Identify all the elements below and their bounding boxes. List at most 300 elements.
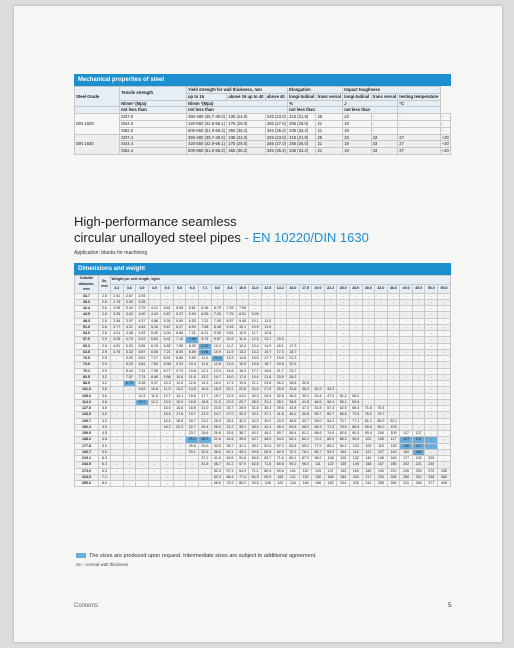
weight-cell: 5.03 bbox=[123, 343, 136, 349]
weight-cell: - bbox=[375, 343, 388, 349]
weight-cell: 20.1 bbox=[224, 387, 237, 393]
weight-cell: 6.44 bbox=[123, 368, 136, 374]
weight-cell: - bbox=[375, 374, 388, 380]
thickness-header: 4.5 bbox=[148, 284, 161, 293]
mech-unit-j: J bbox=[343, 100, 398, 107]
weight-cell: - bbox=[375, 331, 388, 337]
mech-hdr-impact-trans: trans versal bbox=[372, 93, 397, 99]
weight-cell: 4.01 bbox=[111, 331, 124, 337]
mech-cell: - bbox=[371, 120, 398, 127]
weight-cell: 10.3 bbox=[136, 393, 149, 399]
weight-cell: - bbox=[148, 412, 161, 418]
weight-cell: 45.6 bbox=[224, 456, 237, 462]
mech-hdr-steel-grade: Steel Grade bbox=[75, 87, 120, 107]
weight-cell: 21.6 bbox=[261, 374, 274, 380]
outside-diameter: 244.5 bbox=[75, 462, 99, 468]
weight-cell: 7.27 bbox=[148, 356, 161, 362]
weight-cell: 47.3 bbox=[299, 406, 312, 412]
weight-cell: 50.4 bbox=[324, 399, 337, 405]
weight-cell: 4.37 bbox=[136, 318, 149, 324]
weight-cell: 5.49 bbox=[148, 331, 161, 337]
weight-cell: - bbox=[161, 456, 174, 462]
weight-cell: 16.8 bbox=[249, 362, 262, 368]
weight-cell: 56.4 bbox=[287, 431, 300, 437]
weight-cell: 16.6 bbox=[161, 418, 174, 424]
weight-cell: 18.5 bbox=[211, 387, 224, 393]
thickness-header: 12.5 bbox=[261, 284, 274, 293]
weight-cell: - bbox=[387, 412, 400, 418]
weight-cell: 90.2 bbox=[287, 462, 300, 468]
weight-cell: 230 bbox=[400, 468, 413, 474]
weight-cell: 62.9 bbox=[337, 406, 350, 412]
weight-cell: - bbox=[261, 306, 274, 312]
weight-cell: 27.0 bbox=[224, 412, 237, 418]
weight-cell: 6.55 bbox=[148, 349, 161, 355]
weight-cell: 103 bbox=[387, 424, 400, 430]
weight-cell: - bbox=[123, 393, 136, 399]
weight-cell: 120 bbox=[274, 481, 287, 487]
weight-cell: - bbox=[186, 481, 199, 487]
weight-cell: 114 bbox=[349, 449, 362, 455]
weight-cell: 8.48 bbox=[211, 324, 224, 330]
weight-cell: - bbox=[425, 387, 438, 393]
weight-cell: 8.01 bbox=[161, 356, 174, 362]
weight-cell: 51.6 bbox=[236, 456, 249, 462]
mech-row bbox=[75, 127, 451, 134]
weight-cell: - bbox=[362, 337, 375, 343]
mech-cell: 335 (34.2) bbox=[288, 148, 316, 155]
weight-cell: 408 bbox=[438, 481, 451, 487]
weight-cell: 5.08 bbox=[173, 306, 186, 312]
weight-cell: 4.74 bbox=[123, 337, 136, 343]
thickness-header: 11.0 bbox=[249, 284, 262, 293]
weight-cell: 125 bbox=[312, 468, 325, 474]
weight-cell: 6.18 bbox=[199, 306, 212, 312]
weight-cell: - bbox=[236, 299, 249, 305]
weight-cell: 6.94 bbox=[186, 324, 199, 330]
wall-thickness: 4.0 bbox=[99, 406, 111, 412]
weight-cell: 15.8 bbox=[186, 393, 199, 399]
mech-unit-degc: °C bbox=[398, 100, 440, 107]
weight-cell: 43.8 bbox=[287, 406, 300, 412]
weight-cell: 3.44 bbox=[123, 306, 136, 312]
weight-cell: 71.6 bbox=[261, 462, 274, 468]
page-number: 5 bbox=[448, 602, 452, 609]
outside-diameter: 355.6 bbox=[75, 481, 99, 487]
weight-cell: - bbox=[136, 418, 149, 424]
weight-cell: - bbox=[412, 356, 425, 362]
weight-cell: - bbox=[438, 424, 451, 430]
weight-cell: 13.2 bbox=[236, 349, 249, 355]
weight-cell: 2.67 bbox=[123, 293, 136, 299]
weight-cell: 5.94 bbox=[186, 312, 199, 318]
weight-cell: 90.6 bbox=[362, 424, 375, 430]
weight-cell: 41.6 bbox=[211, 456, 224, 462]
weight-cell: - bbox=[299, 374, 312, 380]
weight-cell: 365 bbox=[438, 474, 451, 480]
weight-cell: 5.37 bbox=[173, 312, 186, 318]
weight-cell: 104 bbox=[337, 449, 350, 455]
weight-cell: 25.7 bbox=[224, 406, 237, 412]
mech-hdr-up16: up to 16 bbox=[187, 93, 227, 100]
mech-cell: 215 (21.9) bbox=[288, 134, 316, 141]
weight-cell: - bbox=[111, 437, 124, 443]
weight-cell: - bbox=[438, 431, 451, 437]
weight-cell: - bbox=[148, 424, 161, 430]
weight-cell: 21.0 bbox=[211, 399, 224, 405]
weight-cell: - bbox=[261, 293, 274, 299]
weight-cell: 9.32 bbox=[199, 343, 212, 349]
mech-notless-elong: not less than bbox=[288, 107, 343, 114]
weight-cell: 71.1 bbox=[249, 468, 262, 474]
weight-cell: - bbox=[425, 393, 438, 399]
weight-cell: - bbox=[148, 418, 161, 424]
weight-cell: 9.08 bbox=[211, 331, 224, 337]
weight-cell: - bbox=[387, 362, 400, 368]
weight-cell: - bbox=[299, 343, 312, 349]
weight-cell: - bbox=[337, 331, 350, 337]
weight-cell: 4.87 bbox=[161, 312, 174, 318]
thickness-header: 16.0 bbox=[287, 284, 300, 293]
outside-diameter: 114.3 bbox=[75, 399, 99, 405]
weight-cell: - bbox=[400, 362, 413, 368]
weight-cell: 16.1 bbox=[274, 343, 287, 349]
weight-cell: 166 bbox=[312, 481, 325, 487]
weight-cell: - bbox=[412, 343, 425, 349]
weight-cell: 41.4 bbox=[236, 443, 249, 449]
weight-cell: 377 bbox=[425, 481, 438, 487]
footer-contents-link[interactable]: Contents bbox=[74, 603, 99, 609]
weight-cell: - bbox=[438, 306, 451, 312]
outside-diameter: 82.5 bbox=[75, 374, 99, 380]
weight-cell: 23.2 bbox=[199, 418, 212, 424]
weight-cell: - bbox=[111, 468, 124, 474]
weight-cell: - bbox=[349, 374, 362, 380]
weight-cell: - bbox=[312, 343, 325, 349]
weight-cell: 71.8 bbox=[274, 456, 287, 462]
weight-cell: - bbox=[375, 293, 388, 299]
weight-cell: 77.1 bbox=[349, 418, 362, 424]
weight-cell: 11.0 bbox=[261, 318, 274, 324]
weight-cell: - bbox=[362, 306, 375, 312]
weight-cell: 38.8 bbox=[287, 399, 300, 405]
weight-cell: 147 bbox=[412, 443, 425, 449]
weight-cell: - bbox=[123, 437, 136, 443]
weight-cell: - bbox=[438, 381, 451, 387]
weight-cell: - bbox=[375, 356, 388, 362]
weight-cell: - bbox=[173, 431, 186, 437]
weight-cell: 12.4 bbox=[236, 343, 249, 349]
weight-cell: 14.8 bbox=[236, 356, 249, 362]
mech-hdr-testing: testing temperature bbox=[399, 93, 439, 99]
thickness-header: 20.0 bbox=[312, 284, 325, 293]
weight-cell: - bbox=[337, 293, 350, 299]
mech-notless-impact: not less than bbox=[343, 107, 398, 114]
weight-cell: 55.1 bbox=[337, 399, 350, 405]
weight-cell: - bbox=[337, 362, 350, 368]
wall-thickness: 2.6 bbox=[99, 318, 111, 324]
weight-cell: - bbox=[412, 312, 425, 318]
weight-cell: - bbox=[148, 443, 161, 449]
weight-cell: - bbox=[387, 406, 400, 412]
weight-cell: - bbox=[438, 312, 451, 318]
thickness-header: 10.0 bbox=[236, 284, 249, 293]
weight-cell: 37.1 bbox=[261, 412, 274, 418]
weight-cell: - bbox=[299, 324, 312, 330]
weight-cell: - bbox=[312, 337, 325, 343]
mech-cell: 355 (36.2) bbox=[227, 148, 265, 155]
weight-cell: - bbox=[287, 337, 300, 343]
mech-cell: 43 bbox=[371, 134, 398, 141]
weight-cell: 71.3 bbox=[324, 424, 337, 430]
weight-cell: 14.8 bbox=[186, 387, 199, 393]
weight-cell: - bbox=[425, 381, 438, 387]
wall-thickness: 3.2 bbox=[99, 381, 111, 387]
weight-cell: - bbox=[337, 343, 350, 349]
weight-cell: 40.2 bbox=[312, 387, 325, 393]
weight-cell: 126 bbox=[387, 443, 400, 449]
weight-cell: 180 bbox=[362, 468, 375, 474]
thickness-header: 6.3 bbox=[186, 284, 199, 293]
weight-cell: 9.74 bbox=[173, 368, 186, 374]
weight-cell: 16.8 bbox=[173, 406, 186, 412]
mech-standard: DIN 1629 bbox=[75, 114, 120, 134]
weight-cell: 14.3 bbox=[199, 381, 212, 387]
weight-cell: - bbox=[123, 431, 136, 437]
mech-cell: 27 bbox=[398, 134, 440, 141]
weight-cell: 80.3 bbox=[261, 468, 274, 474]
weight-cell: - bbox=[400, 331, 413, 337]
weight-cell: - bbox=[438, 374, 451, 380]
weight-cell: 230 bbox=[375, 474, 388, 480]
weight-cell: 19.5 bbox=[236, 381, 249, 387]
weight-cell: 24.7 bbox=[211, 412, 224, 418]
weight-cell: 32.6 bbox=[224, 431, 237, 437]
weight-cell: - bbox=[412, 374, 425, 380]
weight-cell: 33.8 bbox=[287, 387, 300, 393]
weight-cell: 27.5 bbox=[261, 387, 274, 393]
weight-cell: 85.2 bbox=[236, 481, 249, 487]
outside-diameter: 38.0 bbox=[75, 299, 99, 305]
weight-cell: 345 bbox=[412, 481, 425, 487]
weight-cell: 69.2 bbox=[299, 443, 312, 449]
wall-thickness: 2.9 bbox=[99, 343, 111, 349]
weight-cell: - bbox=[425, 368, 438, 374]
weight-cell: - bbox=[299, 356, 312, 362]
weight-cell: - bbox=[312, 362, 325, 368]
weight-cell: 5.55 bbox=[136, 343, 149, 349]
weight-cell: - bbox=[136, 412, 149, 418]
title-separator: - bbox=[240, 230, 253, 245]
weight-cell: 122 bbox=[324, 462, 337, 468]
weight-cell: 10.9 bbox=[236, 331, 249, 337]
weight-cell: 137 bbox=[412, 437, 425, 443]
weight-cell: - bbox=[287, 299, 300, 305]
weight-cell: - bbox=[161, 474, 174, 480]
weight-cell: - bbox=[425, 343, 438, 349]
weight-cell: - bbox=[299, 306, 312, 312]
weight-cell: 153 bbox=[337, 468, 350, 474]
mech-hdr-impact: Impact toughness bbox=[343, 87, 441, 94]
page-title-line2 bbox=[74, 230, 369, 245]
weight-cell: - bbox=[337, 374, 350, 380]
weight-cell: - bbox=[362, 299, 375, 305]
weight-cell: - bbox=[362, 312, 375, 318]
weight-cell: - bbox=[425, 356, 438, 362]
weight-cell: 6.04 bbox=[161, 331, 174, 337]
weight-cell: 45.3 bbox=[236, 449, 249, 455]
mech-band-title: Mechanical properties of steel bbox=[74, 74, 451, 86]
weight-cell: - bbox=[111, 474, 124, 480]
weight-cell: - bbox=[425, 306, 438, 312]
weight-cell: - bbox=[173, 474, 186, 480]
weight-cell: 6.41 bbox=[161, 337, 174, 343]
outside-diameter: 193.7 bbox=[75, 449, 99, 455]
weight-cell: 45.2 bbox=[249, 443, 262, 449]
weight-cell: - bbox=[400, 312, 413, 318]
weight-cell: - bbox=[438, 362, 451, 368]
mech-cell: - bbox=[440, 120, 450, 127]
weight-cell: 87.0 bbox=[299, 456, 312, 462]
weight-cell: 103 bbox=[349, 443, 362, 449]
weight-cell: - bbox=[173, 443, 186, 449]
weight-cell: 110 bbox=[299, 468, 312, 474]
weight-cell: - bbox=[400, 387, 413, 393]
weight-cell: - bbox=[438, 318, 451, 324]
weight-cell: - bbox=[387, 343, 400, 349]
weight-cell: 148 bbox=[375, 456, 388, 462]
weight-cell: - bbox=[312, 312, 325, 318]
weight-cell: - bbox=[349, 306, 362, 312]
weight-cell: 93.9 bbox=[324, 449, 337, 455]
weight-cell: - bbox=[299, 337, 312, 343]
weight-cell: 72.5 bbox=[349, 412, 362, 418]
weight-cell: 46.5 bbox=[312, 399, 325, 405]
weight-cell: - bbox=[312, 306, 325, 312]
weight-cell: - bbox=[438, 406, 451, 412]
weight-cell: 24.6 bbox=[249, 387, 262, 393]
weight-cell: 28.5 bbox=[211, 424, 224, 430]
weight-cell: - bbox=[136, 456, 149, 462]
weight-cell: 167 bbox=[375, 462, 388, 468]
weight-cell: 68.6 bbox=[211, 481, 224, 487]
weight-cell: 18.2 bbox=[161, 424, 174, 430]
weight-cell: 17.7 bbox=[199, 393, 212, 399]
weight-cell: 106 bbox=[261, 481, 274, 487]
weight-cell: - bbox=[186, 462, 199, 468]
weight-cell: 9.16 bbox=[224, 324, 237, 330]
weight-cell: 71.8 bbox=[362, 406, 375, 412]
weight-cell: 6.79 bbox=[211, 306, 224, 312]
weight-cell: - bbox=[111, 362, 124, 368]
weight-cell: 42.7 bbox=[249, 437, 262, 443]
mech-cell: - bbox=[398, 114, 440, 121]
weight-cell: - bbox=[211, 299, 224, 305]
weight-cell: - bbox=[375, 299, 388, 305]
weight-cell: - bbox=[249, 306, 262, 312]
weight-cell: 77.4 bbox=[236, 474, 249, 480]
mech-cell: - bbox=[371, 127, 398, 134]
thickness-header: 28.0 bbox=[349, 284, 362, 293]
weight-cell: - bbox=[199, 293, 212, 299]
weight-cell: - bbox=[349, 368, 362, 374]
weight-cell: - bbox=[173, 468, 186, 474]
weight-cell: 26.6 bbox=[199, 431, 212, 437]
weight-cell: 98.2 bbox=[312, 456, 325, 462]
weight-cell: - bbox=[136, 462, 149, 468]
weight-cell: 6.19 bbox=[148, 343, 161, 349]
weight-cell: - bbox=[349, 299, 362, 305]
weight-cell: 58.2 bbox=[299, 424, 312, 430]
weight-cell: - bbox=[438, 399, 451, 405]
weight-cell: - bbox=[324, 324, 337, 330]
weight-cell: 137 bbox=[324, 468, 337, 474]
weight-cell: - bbox=[161, 468, 174, 474]
weight-cell: 26.6 bbox=[186, 443, 199, 449]
title-standard: EN 10220/DIN 1630 bbox=[252, 230, 369, 245]
wall-thickness: 2.6 bbox=[99, 293, 111, 299]
weight-cell: - bbox=[111, 456, 124, 462]
weight-cell: - bbox=[387, 393, 400, 399]
weight-cell: 76.1 bbox=[299, 449, 312, 455]
weight-cell: - bbox=[349, 387, 362, 393]
weight-cell: 13.5 bbox=[161, 399, 174, 405]
weight-cell: - bbox=[111, 374, 124, 380]
weight-cell: - bbox=[387, 293, 400, 299]
weight-cell: 9.09 bbox=[249, 312, 262, 318]
weight-cell: 96.9 bbox=[349, 437, 362, 443]
weight-cell: 5.67 bbox=[161, 324, 174, 330]
weight-cell: 28.9 bbox=[236, 406, 249, 412]
weight-cell: - bbox=[400, 318, 413, 324]
weight-cell: 8.66 bbox=[148, 374, 161, 380]
weight-cell: - bbox=[438, 343, 451, 349]
outside-diameter: 73.0 bbox=[75, 362, 99, 368]
mech-cell: 21 bbox=[316, 120, 343, 127]
weight-cell: - bbox=[362, 293, 375, 299]
weight-cell: 23.5 bbox=[211, 406, 224, 412]
weight-cell: 6.68 bbox=[173, 331, 186, 337]
legend-swatch bbox=[76, 553, 86, 558]
weight-cell: 4.21 bbox=[148, 306, 161, 312]
weight-cell: - bbox=[412, 349, 425, 355]
weight-cell: 19.6 bbox=[261, 368, 274, 374]
weight-cell: 15.0 bbox=[161, 406, 174, 412]
weight-cell: - bbox=[412, 331, 425, 337]
thickness-header: 25.0 bbox=[337, 284, 350, 293]
weight-cell: 85.9 bbox=[349, 424, 362, 430]
weight-cell: 311 bbox=[400, 481, 413, 487]
weight-cell: - bbox=[111, 424, 124, 430]
mech-hdr-elong-long: longi-tudinal bbox=[289, 93, 315, 99]
outside-diameter: 139.7 bbox=[75, 418, 99, 424]
weight-cell: - bbox=[400, 356, 413, 362]
weight-cell: - bbox=[173, 449, 186, 455]
weight-cell: - bbox=[299, 299, 312, 305]
mech-cell: 19 bbox=[343, 120, 371, 127]
weight-cell: - bbox=[236, 293, 249, 299]
weight-cell: 28.2 bbox=[199, 437, 212, 443]
weight-cell: 253 bbox=[412, 468, 425, 474]
weight-cell: 5.83 bbox=[148, 337, 161, 343]
mech-cell: 43 bbox=[371, 148, 398, 155]
weight-cell: 64.3 bbox=[324, 418, 337, 424]
weight-cell: 3.09 bbox=[111, 306, 124, 312]
weight-cell: 12.5 bbox=[249, 337, 262, 343]
weight-cell: 62.9 bbox=[274, 449, 287, 455]
weight-cell: - bbox=[362, 399, 375, 405]
weight-cell: 95.4 bbox=[362, 431, 375, 437]
